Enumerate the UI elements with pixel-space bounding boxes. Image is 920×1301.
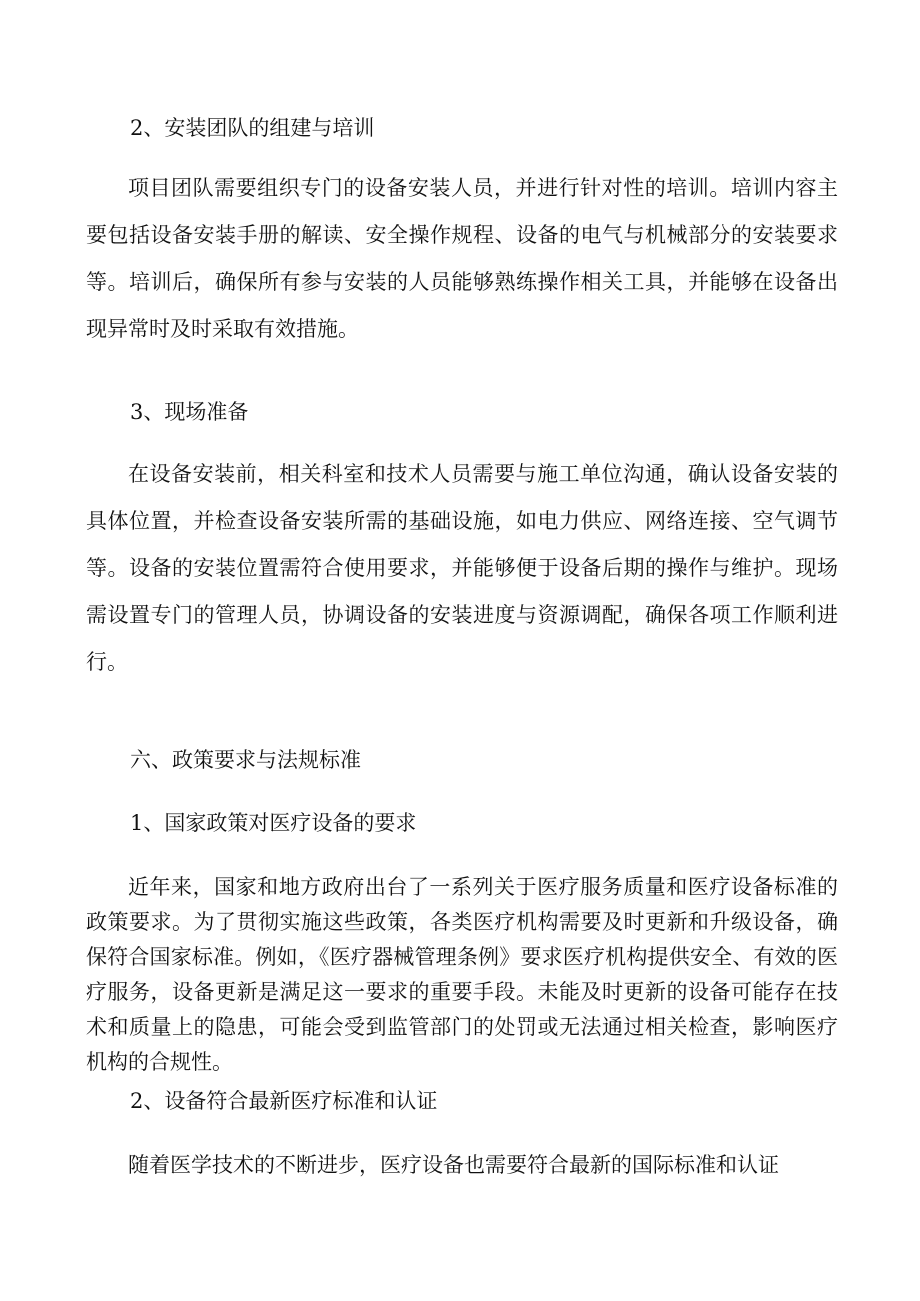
- paragraph-site-preparation: 在设备安装前，相关科室和技术人员需要与施工单位沟通，确认设备安装的具体位置，并检查设备安装所需的基础设施，如电力供应、网络连接、空气调节等。设备的安装位置需符合使用要求，并能够便于设备后期的操作与维护。现场需设置专门的管理人员，协调设备的安装进度与资源调配，确保各项工作顺利进行。: [86, 462, 838, 674]
- section-heading-national-policy: 1、国家政策对医疗设备的要求: [130, 811, 417, 835]
- paragraph-installation-training: 项目团队需要组织专门的设备安装人员，并进行针对性的培训。培训内容主要包括设备安装手册的解读、安全操作规程、设备的电气与机械部分的安装要求等。培训后，确保所有参与安装的人员能够熟练操作相关工具，并能够在设备出现异常时及时采取有效措施。: [86, 176, 838, 341]
- section-heading-site-preparation: 3、现场准备: [130, 400, 249, 424]
- paragraph-national-policy: 近年来，国家和地方政府出台了一系列关于医疗服务质量和医疗设备标准的政策要求。为了贯彻实施这些政策，各类医疗机构需要及时更新和升级设备，确保符合国家标准。例如，《医疗器械管理条例》要求医疗机构提供安全、有效的医疗服务，设备更新是满足这一要求的重要手段。未能及时更新的设备可能存在技术和质量上的隐患，可能会受到监管部门的处罚或无法通过相关检查，影响医疗机构的合规性。: [86, 875, 838, 1074]
- section-heading-installation-team: 2、安装团队的组建与培训: [130, 116, 375, 140]
- paragraph-standards-certification: 随着医学技术的不断进步，医疗设备也需要符合最新的国际标准和认证: [128, 1153, 779, 1177]
- section-heading-standards-certification: 2、设备符合最新医疗标准和认证: [130, 1089, 438, 1113]
- chapter-heading-policy-regulations: 六、政策要求与法规标准: [130, 748, 361, 772]
